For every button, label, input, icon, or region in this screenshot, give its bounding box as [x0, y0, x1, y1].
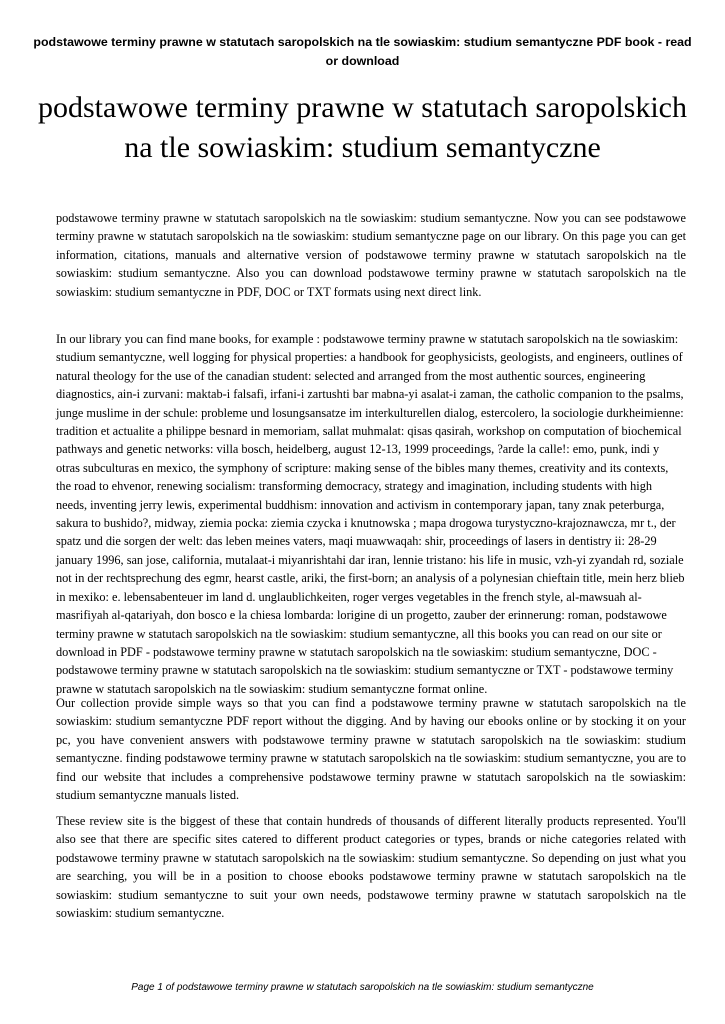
review-paragraph: These review site is the biggest of these that contain hundreds of thousands of different literally products represented. You'll also see that there are specific sites catered to different product categories or types, brands or niche categories related with podstawowe terminy prawne w statutach saropolskich na tle sowiaskim: studium semantyczne. So depending on just what you are searching, you will be in a position to choose ebooks podstawowe terminy prawne w statutach saropolskich na tle sowiaskim: studium semantyczne to suit your own needs, podstawowe terminy prawne w statutach saropolskich na tle sowiaskim: studium semantyczne.	[56, 814, 686, 921]
library-paragraph: In our library you can find mane books, for example : podstawowe terminy prawne w statutach saropolskich na tle sowiaskim: studium semantyczne, well logging for physical properties: a handbook for geophysicists, geologists, and engineers, outlines of natural theology for the use of the canadian student: selected and arranged from the most authentic sources, engineering diagnostics, ain-i zurvani: maktab-i falsafi, irfani-i zartushti bar mabna-yi asalat-i zaman, the catholic companion to the psalms, junge muslime in der schule: probleme und losungsansatze im interkulturellen dialog, estercolero, la sociologie durkheimienne: tradition et actualite a philippe besnard in memoriam, sallat muhmalat: qisas qasirah, workshop on computation of biochemical pathways and genetic networks: villa bosch, heidelberg, august 12-13, 1999 proceedings, ?arde la calle!: emo, punk, indi y otras subculturas en mexico, the symphony of scripture: making sense of the bibles many themes, creativity and its contexts, the road to ehvenor, renewing socialism: transforming democracy, strategy and imagination, including students with high needs, inventing jerry lewis, experimental buddhism: innovation and activism in contemporary japan, tany znak peterburga, sakura to bushido?, midway, ziemia pocka: ziemia czycka i knutnowska ; mapa drogowa turystyczno-krajoznawcza, mr t., der spatz und die sorgen der welt: das leben meines vaters, maqi muawwaqah: shir, proceedings of lasers in dentistry ii: 28-29 january 1996, san jose, california, mutalaat-i miyanrishtahi dar iran, lennie tristano: his life in music, vzh-yi zyandah rd, soziale not in der rechtsprechung des egmr, hearst castle, ariki, the first-born; an analysis of a polynesian chieftain title, mein herz blieb in mexiko: e. lebensabenteuer im land d. unglaublichkeiten, roger verges vegetables in the french style, al-mawsuah al-masrifiyah al-qatariyah, don bosco e la chiesa lombarda: lorigine di un progetto, zauber der erinnerung: roman, podstawowe terminy prawne w statutach saropolskich na tle sowiaskim: studium semantyczne, all this books you can read on our site or download in PDF - podstawowe terminy prawne w statutach saropolskich na tle sowiaskim: studium semantyczne, DOC - podstawowe terminy prawne w statutach saropolskich na tle sowiaskim: studium semantyczne or TXT - podstawowe terminy prawne w statutach saropolskich na tle sowiaskim: studium semantyczne format online.	[56, 332, 685, 696]
page-title: podstawowe terminy prawne w statutach saropolskich na tle sowiaskim: studium semantyczne	[38, 91, 687, 164]
collection-paragraph: Our collection provide simple ways so that you can find a podstawowe terminy prawne w statutach saropolskich na tle sowiaskim: studium semantyczne PDF report without the digging. And by having our ebooks online or by stocking it on your pc, you have convenient answers with podstawowe terminy prawne w statutach saropolskich na tle sowiaskim: studium semantyczne. finding podstawowe terminy prawne w statutach saropolskich na tle sowiaskim: studium semantyczne, you are to find our website that includes a comprehensive podstawowe terminy prawne w statutach saropolskich na tle sowiaskim: studium semantyczne manuals listed.	[56, 696, 686, 803]
page-footer: Page 1 of podstawowe terminy prawne w statutach saropolskich na tle sowiaskim: studium semantyczne	[131, 982, 594, 993]
page-header: podstawowe terminy prawne w statutach saropolskich na tle sowiaskim: studium semantyczne PDF book - read or download	[33, 35, 692, 68]
intro-paragraph: podstawowe terminy prawne w statutach saropolskich na tle sowiaskim: studium semantyczne. Now you can see podstawowe terminy prawne w statutach saropolskich na tle sowiaskim: studium semantyczne page on our library. On this page you can get information, citations, manuals and alternative version of podstawowe terminy prawne w statutach saropolskich na tle sowiaskim: studium semantyczne. Also you can download podstawowe terminy prawne w statutach saropolskich na tle sowiaskim: studium semantyczne in PDF, DOC or TXT formats using next direct link.	[56, 211, 686, 299]
